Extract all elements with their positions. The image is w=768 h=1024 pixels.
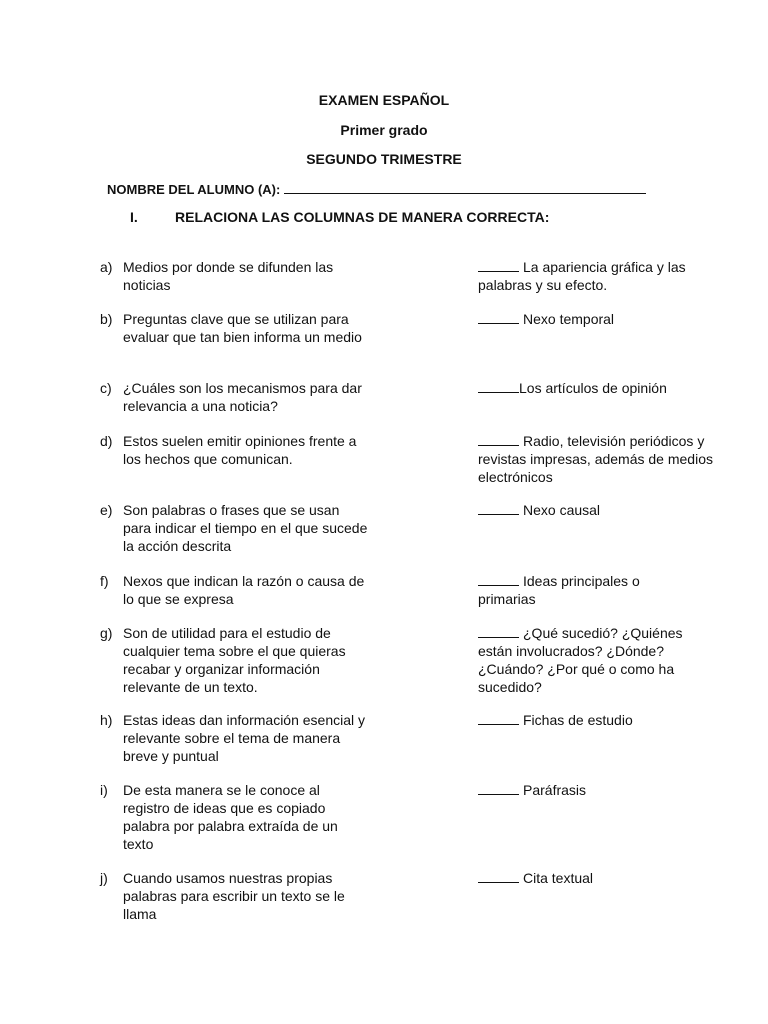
answer-blank	[478, 502, 519, 515]
item-letter: f)	[100, 573, 109, 589]
right-item-7	[478, 624, 703, 696]
left-item-i	[100, 781, 370, 853]
item-text: Nexos que indican la razón o causa de lo que se expresa	[123, 573, 365, 607]
item-letter: e)	[100, 502, 113, 518]
item-text: Medios por donde se difunden las noticias	[123, 259, 334, 293]
left-item-j	[100, 869, 370, 923]
item-text: De esta manera se le conoce al registro de ideas que es copiado palabra por palabra extraída de un texto	[123, 782, 338, 852]
answer-blank	[478, 573, 519, 586]
answer-blank	[478, 782, 519, 795]
section-instruction	[130, 208, 549, 226]
item-text: Cuando usamos nuestras propias palabras para escribir un texto se le llama	[123, 870, 345, 922]
answer-blank	[478, 311, 519, 324]
exam-term: SEGUNDO TRIMESTRE	[306, 151, 462, 167]
left-item-b	[100, 310, 370, 346]
right-item-4	[478, 432, 723, 486]
left-item-c	[100, 379, 370, 415]
item-letter: c)	[100, 380, 112, 396]
item-letter: b)	[100, 311, 113, 327]
section-instruction-text: RELACIONA LAS COLUMNAS DE MANERA CORRECTA:	[175, 209, 550, 225]
item-text: ¿Cuáles son los mecanismos para dar relevancia a una noticia?	[123, 380, 362, 414]
right-item-3	[478, 379, 738, 397]
left-item-e	[100, 501, 370, 555]
student-name-label: NOMBRE DEL ALUMNO (A):	[107, 182, 281, 197]
right-item-5	[478, 501, 738, 519]
item-text: Nexo causal	[523, 502, 601, 518]
answer-blank	[478, 380, 519, 393]
item-text: Estos suelen emitir opiniones frente a los hechos que comunican.	[123, 433, 357, 467]
item-text: Estas ideas dan información esencial y relevante sobre el tema de manera breve y puntual	[123, 712, 366, 764]
item-text: ¿Qué sucedió? ¿Quiénes están involucrados? ¿Dónde? ¿Cuándo? ¿Por qué o como ha sucedido?	[478, 625, 683, 695]
student-name-line	[284, 181, 646, 194]
item-text: Fichas de estudio	[523, 712, 633, 728]
item-text: Preguntas clave que se utilizan para evaluar que tan bien informa un medio	[123, 311, 362, 345]
item-text: Paráfrasis	[523, 782, 587, 798]
item-letter: d)	[100, 433, 113, 449]
right-item-6	[478, 572, 668, 608]
answer-blank	[478, 259, 519, 272]
item-text: Cita textual	[523, 870, 594, 886]
item-text: Ideas principales o primarias	[478, 573, 640, 607]
exam-grade: Primer grado	[340, 122, 428, 138]
item-letter: i)	[100, 782, 108, 798]
left-item-f	[100, 572, 370, 608]
item-text: Radio, televisión periódicos y revistas impresas, además de medios electrónicos	[478, 433, 713, 485]
item-letter: g)	[100, 625, 113, 641]
item-letter: j)	[100, 870, 108, 886]
left-item-a	[100, 258, 370, 294]
right-item-9	[478, 781, 738, 799]
right-item-10	[478, 869, 738, 887]
student-name-row	[107, 181, 646, 198]
item-text: Son de utilidad para el estudio de cualquier tema sobre el que quieras recabar y organizar información relevante de un texto.	[123, 625, 346, 695]
answer-blank	[478, 625, 519, 638]
right-item-1	[478, 258, 738, 294]
answer-blank	[478, 870, 519, 883]
right-item-2	[478, 310, 738, 328]
section-number: I.	[130, 209, 138, 225]
item-letter: a)	[100, 259, 113, 275]
item-text: Los artículos de opinión	[519, 380, 667, 396]
left-item-h	[100, 711, 370, 765]
answer-blank	[478, 712, 519, 725]
right-item-8	[478, 711, 738, 729]
left-item-d	[100, 432, 370, 468]
exam-title: EXAMEN ESPAÑOL	[318, 92, 450, 108]
item-text: La apariencia gráfica y las palabras y su efecto.	[478, 259, 686, 293]
item-text: Nexo temporal	[523, 311, 615, 327]
answer-blank	[478, 433, 519, 446]
left-item-g	[100, 624, 370, 696]
item-text: Son palabras o frases que se usan para indicar el tiempo en el que sucede la acción descrita	[123, 502, 368, 554]
item-letter: h)	[100, 712, 113, 728]
